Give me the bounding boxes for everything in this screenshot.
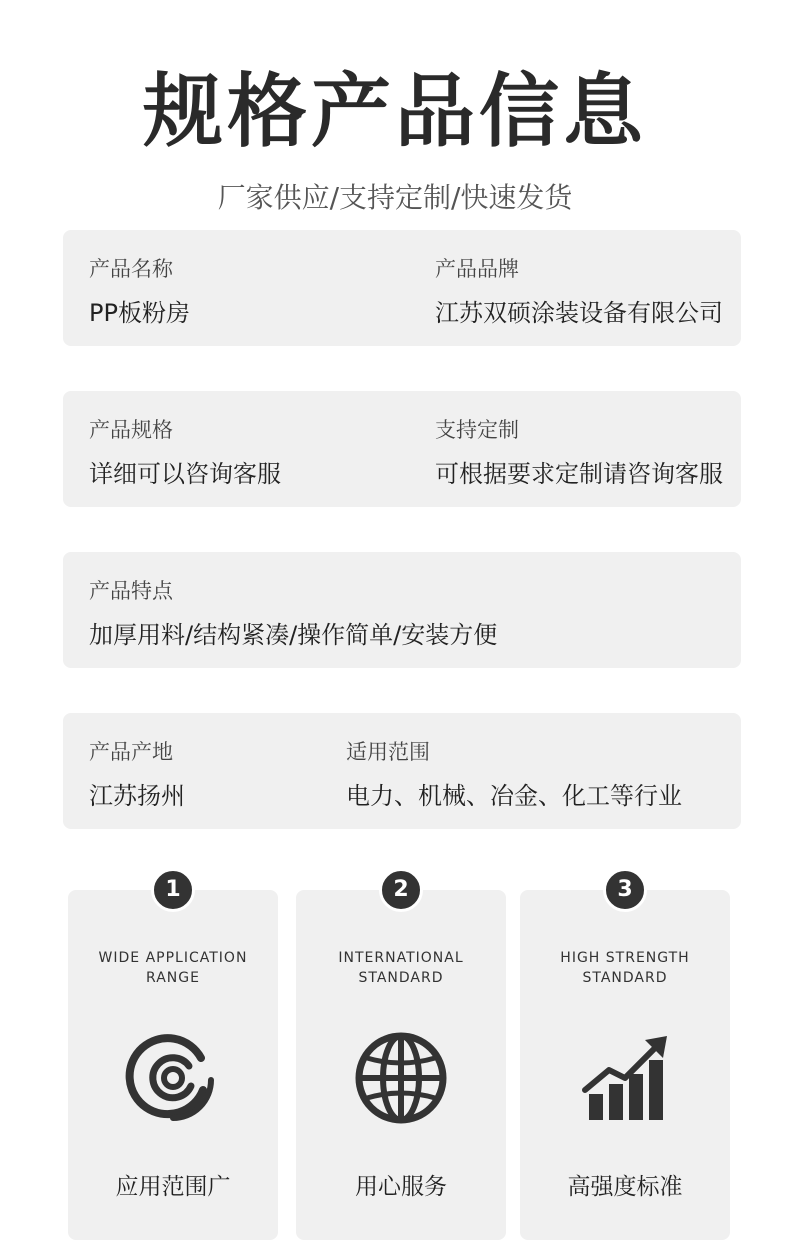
- spec-value: 详细可以咨询客服: [89, 460, 281, 488]
- spec-value: 加厚用料/结构紧凑/操作简单/安装方便: [89, 621, 498, 649]
- spiral-disc-icon: [125, 1030, 221, 1126]
- feature-card-high-strength: [520, 877, 730, 1240]
- feature-english-line: STANDARD: [358, 970, 444, 986]
- feature-english-line: WIDE APPLICATION: [98, 950, 248, 966]
- feature-card-international-standard: [296, 877, 506, 1240]
- spec-label: 支持定制: [435, 418, 519, 442]
- spec-label: 产品特点: [89, 579, 173, 603]
- spec-value: 可根据要求定制请咨询客服: [435, 460, 723, 488]
- spec-value: 电力、机械、冶金、化工等行业: [346, 782, 682, 810]
- feature-english-title: [530, 948, 720, 988]
- spec-label: 产品名称: [89, 257, 173, 281]
- feature-english-line: HIGH STRENGTH: [560, 950, 690, 966]
- spec-card-name-brand: [63, 230, 741, 346]
- growth-chart-icon: [577, 1030, 673, 1126]
- spec-label: 适用范围: [346, 740, 430, 764]
- globe-icon: [353, 1030, 449, 1126]
- spec-label: 产品产地: [89, 740, 173, 764]
- feature-number-badge: 3: [603, 868, 647, 912]
- spec-field-product-spec: [89, 415, 281, 491]
- feature-number-badge: 1: [151, 868, 195, 912]
- spec-card-origin-scope: [63, 713, 741, 829]
- page-title: 规格产品信息: [143, 65, 647, 158]
- spec-field-customization: [435, 415, 723, 491]
- spec-field-product-name: [89, 254, 190, 330]
- spec-field-origin: [89, 737, 185, 813]
- feature-english-title: [306, 948, 496, 988]
- spec-field-application-scope: [346, 737, 682, 813]
- spec-card-features: [63, 552, 741, 668]
- spec-value: PP板粉房: [89, 299, 190, 327]
- page-subtitle: 厂家供应/支持定制/快速发货: [217, 181, 573, 214]
- feature-card-wide-application: [68, 877, 278, 1240]
- spec-value: 江苏双硕涂装设备有限公司: [435, 299, 723, 327]
- spec-field-product-features: [89, 576, 497, 652]
- feature-english-title: [78, 948, 268, 988]
- feature-name: 用心服务: [355, 1174, 447, 1200]
- feature-name: 应用范围广: [115, 1174, 231, 1200]
- spec-label: 产品规格: [89, 418, 173, 442]
- spec-value: 江苏扬州: [89, 782, 185, 810]
- feature-english-line: STANDARD: [582, 970, 668, 986]
- feature-number-badge: 2: [379, 868, 423, 912]
- spec-label: 产品品牌: [435, 257, 519, 281]
- spec-field-product-brand: [435, 254, 723, 330]
- feature-name: 高强度标准: [567, 1174, 683, 1200]
- spec-card-spec-custom: [63, 391, 741, 507]
- feature-english-line: RANGE: [146, 970, 200, 986]
- feature-english-line: INTERNATIONAL: [338, 950, 464, 966]
